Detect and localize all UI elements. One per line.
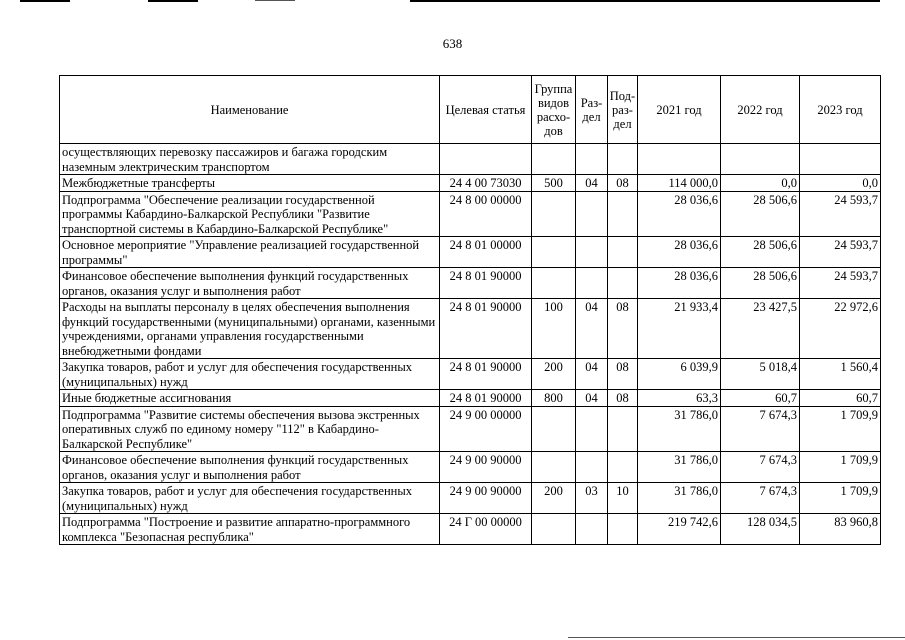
row-2022: 5 018,4 (721, 359, 800, 390)
row-section: 03 (576, 483, 608, 514)
row-2023: 22 972,6 (800, 299, 881, 359)
row-section: 04 (576, 175, 608, 192)
row-section (576, 406, 608, 452)
row-subsection (608, 144, 638, 175)
row-2023: 1 709,9 (800, 452, 881, 483)
row-2023 (800, 144, 881, 175)
row-target: 24 8 01 90000 (440, 359, 532, 390)
row-name: Финансовое обеспечение выполнения функций государственных органов, оказания услуг и выполнения работ (60, 268, 440, 299)
row-target: 24 9 00 00000 (440, 406, 532, 452)
row-subsection: 08 (608, 359, 638, 390)
row-2022: 28 506,6 (721, 191, 800, 237)
scan-line-top-mid (148, 0, 198, 2)
row-2022: 128 034,5 (721, 514, 800, 545)
row-subsection: 10 (608, 483, 638, 514)
row-subsection: 08 (608, 299, 638, 359)
row-target: 24 Г 00 00000 (440, 514, 532, 545)
row-2021: 219 742,6 (638, 514, 721, 545)
row-2023: 1 709,9 (800, 483, 881, 514)
table-row (60, 390, 881, 407)
row-name: Основное мероприятие "Управление реализацией государственной программы" (60, 237, 440, 268)
row-target: 24 9 00 90000 (440, 483, 532, 514)
row-group: 200 (532, 483, 576, 514)
row-2023: 0,0 (800, 175, 881, 192)
budget-table (59, 75, 881, 545)
row-name: Подпрограмма "Построение и развитие аппаратно-программного комплекса "Безопасная республика" (60, 514, 440, 545)
row-name: Финансовое обеспечение выполнения функций государственных органов, оказания услуг и выполнения работ (60, 452, 440, 483)
table-row (60, 268, 881, 299)
row-subsection: 08 (608, 390, 638, 407)
scan-line-top-left (20, 0, 70, 2)
row-subsection (608, 406, 638, 452)
row-section (576, 514, 608, 545)
row-2021: 6 039,9 (638, 359, 721, 390)
row-name: осуществляющих перевозку пассажиров и багажа городским наземным электрическим транспортом (60, 144, 440, 175)
row-2022: 60,7 (721, 390, 800, 407)
row-group: 500 (532, 175, 576, 192)
row-group (532, 452, 576, 483)
table-row (60, 359, 881, 390)
row-section: 04 (576, 390, 608, 407)
table-row (60, 406, 881, 452)
row-2021: 21 933,4 (638, 299, 721, 359)
row-2023: 83 960,8 (800, 514, 881, 545)
row-subsection (608, 268, 638, 299)
row-group (532, 237, 576, 268)
table-row (60, 237, 881, 268)
row-name: Закупка товаров, работ и услуг для обеспечения государственных (муниципальных) нужд (60, 483, 440, 514)
row-2022: 28 506,6 (721, 237, 800, 268)
table-row (60, 299, 881, 359)
row-2023: 24 593,7 (800, 237, 881, 268)
row-target: 24 9 00 90000 (440, 452, 532, 483)
header-2023: 2023 год (800, 76, 881, 144)
row-group: 100 (532, 299, 576, 359)
row-subsection (608, 452, 638, 483)
header-target: Целевая статья (440, 76, 532, 144)
row-2023: 1 560,4 (800, 359, 881, 390)
header-subsection: Под-раз-дел (608, 76, 638, 144)
row-target: 24 8 00 00000 (440, 191, 532, 237)
row-2022: 23 427,5 (721, 299, 800, 359)
row-2022: 28 506,6 (721, 268, 800, 299)
row-group (532, 144, 576, 175)
row-2021: 31 786,0 (638, 483, 721, 514)
row-target: 24 4 00 73030 (440, 175, 532, 192)
row-subsection: 08 (608, 175, 638, 192)
header-section: Раз-дел (576, 76, 608, 144)
table-row (60, 144, 881, 175)
row-2022: 7 674,3 (721, 483, 800, 514)
row-subsection (608, 191, 638, 237)
row-2021: 31 786,0 (638, 406, 721, 452)
header-group: Группа видов расхо-дов (532, 76, 576, 144)
row-name: Подпрограмма "Развитие системы обеспечения вызова экстренных оперативных служб по единому номеру "112" в Кабардино-Балкарской Республике" (60, 406, 440, 452)
row-section (576, 268, 608, 299)
table-row (60, 452, 881, 483)
row-section (576, 191, 608, 237)
row-2021: 28 036,6 (638, 268, 721, 299)
row-target: 24 8 01 90000 (440, 268, 532, 299)
row-target: 24 8 01 00000 (440, 237, 532, 268)
row-2022 (721, 144, 800, 175)
row-name: Закупка товаров, работ и услуг для обеспечения государственных (муниципальных) нужд (60, 359, 440, 390)
row-section (576, 452, 608, 483)
row-2021: 28 036,6 (638, 191, 721, 237)
scan-line-top-right (410, 0, 880, 2)
row-section: 04 (576, 359, 608, 390)
row-2022: 0,0 (721, 175, 800, 192)
row-group (532, 514, 576, 545)
row-2022: 7 674,3 (721, 452, 800, 483)
scan-line-top-mid2 (255, 0, 295, 1)
header-2021: 2021 год (638, 76, 721, 144)
row-target: 24 8 01 90000 (440, 390, 532, 407)
row-section (576, 237, 608, 268)
table-row (60, 483, 881, 514)
header-2022: 2022 год (721, 76, 800, 144)
header-name: Наименование (60, 76, 440, 144)
row-2021: 31 786,0 (638, 452, 721, 483)
row-name: Межбюджетные трансферты (60, 175, 440, 192)
row-group: 800 (532, 390, 576, 407)
row-target: 24 8 01 90000 (440, 299, 532, 359)
row-2021: 63,3 (638, 390, 721, 407)
row-target (440, 144, 532, 175)
row-name: Подпрограмма "Обеспечение реализации государственной программы Кабардино-Балкарской Республики "Развитие транспортной системы в Кабардино-Балкарской Республике" (60, 191, 440, 237)
row-group (532, 406, 576, 452)
row-group (532, 268, 576, 299)
page-number: 638 (442, 36, 463, 51)
table-row (60, 191, 881, 237)
row-2021: 28 036,6 (638, 237, 721, 268)
scan-line-bottom-right (568, 637, 905, 638)
row-2023: 1 709,9 (800, 406, 881, 452)
row-2021: 114 000,0 (638, 175, 721, 192)
row-2022: 7 674,3 (721, 406, 800, 452)
row-name: Иные бюджетные ассигнования (60, 390, 440, 407)
row-name: Расходы на выплаты персоналу в целях обеспечения выполнения функций государственными (муниципальными) органами, казенными учреждениями, органами управления государственными внебюджетными фондами (60, 299, 440, 359)
table-header-row (60, 76, 881, 144)
row-group (532, 191, 576, 237)
row-2023: 24 593,7 (800, 268, 881, 299)
row-section: 04 (576, 299, 608, 359)
row-2023: 24 593,7 (800, 191, 881, 237)
row-subsection (608, 237, 638, 268)
row-2023: 60,7 (800, 390, 881, 407)
row-section (576, 144, 608, 175)
row-subsection (608, 514, 638, 545)
row-group: 200 (532, 359, 576, 390)
row-2021 (638, 144, 721, 175)
table-row (60, 514, 881, 545)
table-row (60, 175, 881, 192)
